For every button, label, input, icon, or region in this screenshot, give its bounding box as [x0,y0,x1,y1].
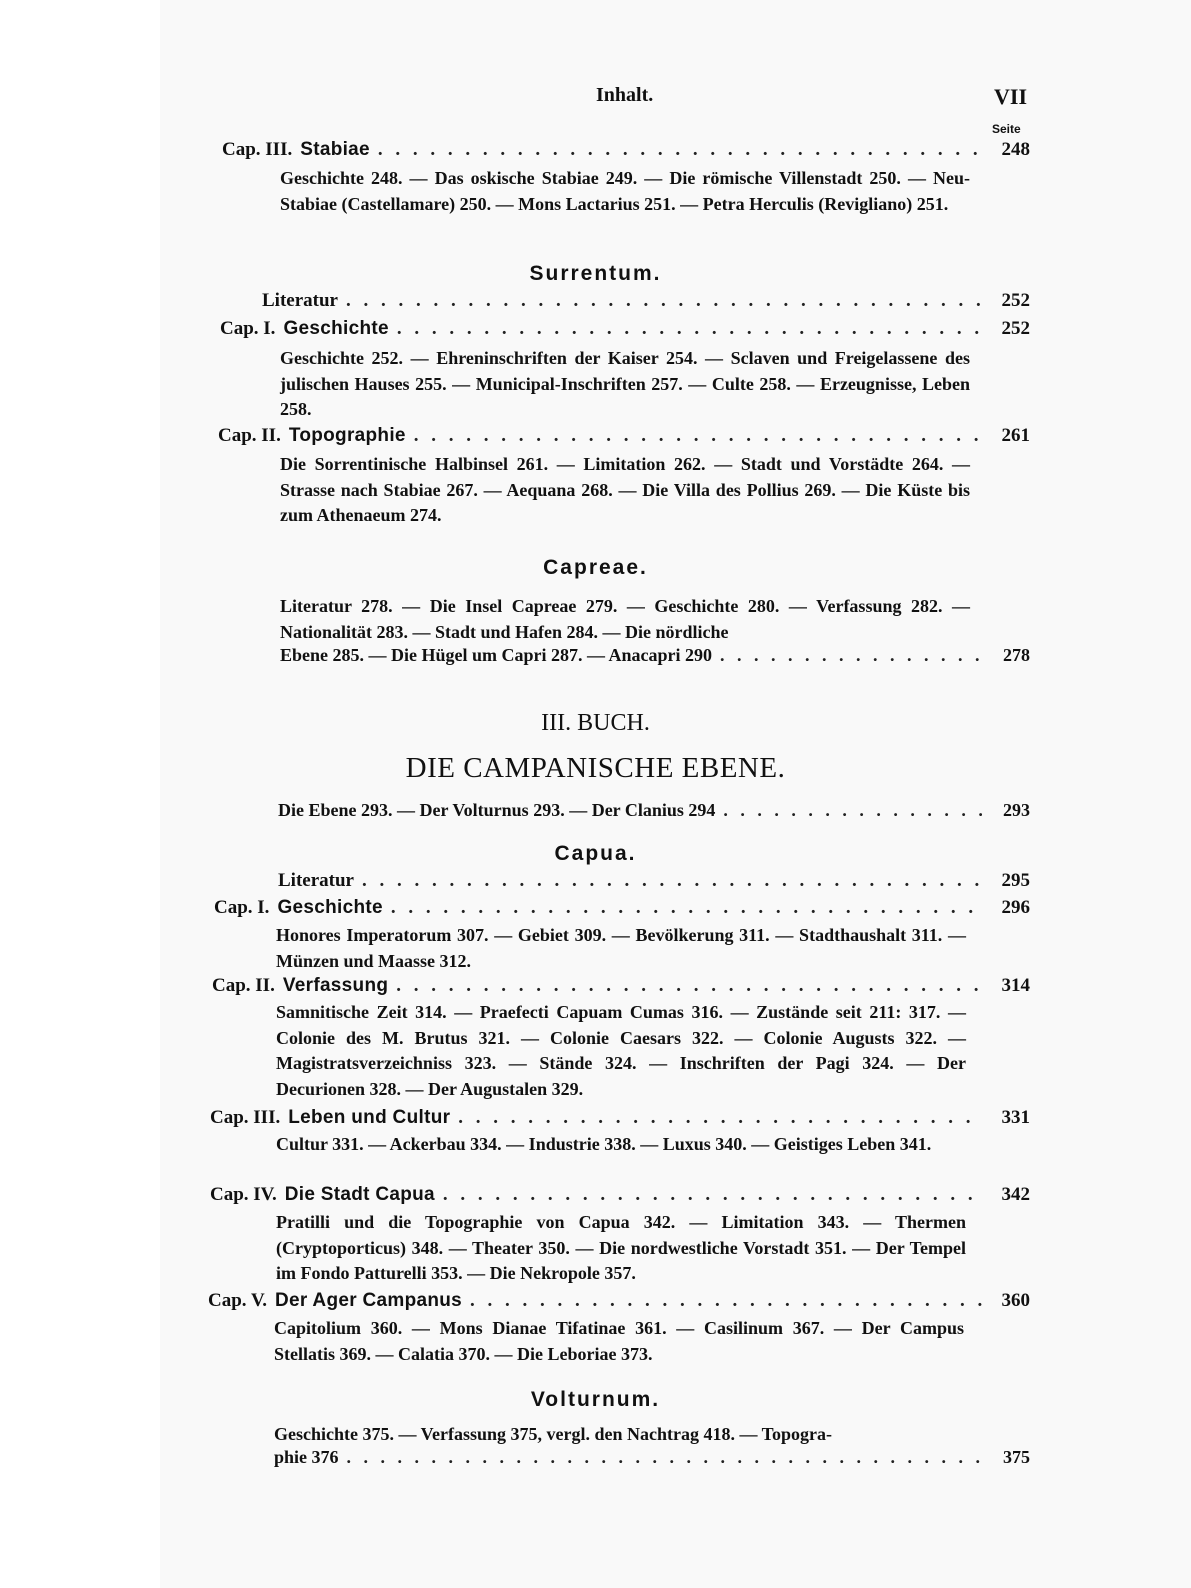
leader-dots [458,1107,982,1129]
part-heading: DIE CAMPANISCHE EBENE. [405,752,786,784]
entry-page: 360 [1001,1290,1030,1311]
leader-dots [414,425,982,447]
leader-dots [720,645,982,666]
cap-number: Cap. I. [220,318,276,339]
entry-description: Die Sorrentinische Halbinsel 261. — Limitation 262. — Stadt und Vorstädte 264. — Strasse nach Stabiae 267. — Aequana 268. — Die Villa des Pollius 269. — Die Küste bis zum Athenaeum 274. [280,454,970,525]
entry-description: Geschichte 252. — Ehreninschriften der Kaiser 254. — Sclaven und Freigelassene des julischen Hauses 255. — Municipal-Inschriften 257. — Culte 258. — Erzeugnisse, Leben 258. [280,348,970,419]
entry-page: 252 [1001,318,1030,339]
entry-description: Capitolium 360. — Mons Dianae Tifatinae 361. — Casilinum 367. — Der Campus Stellatis 369. — Calatia 370. — Die Leboriae 373. [274,1318,964,1364]
section-heading-capua: Capua. [554,842,637,865]
entry-description: Literatur 278. — Die Insel Capreae 279. — Geschichte 280. — Verfassung 282. — Nationalität 283. — Stadt und Hafen 284. — Die nördliche [280,596,970,642]
leader-dots [346,290,982,312]
entry-title: Der Ager Campanus [274,1290,463,1311]
entry-description: Cultur 331. — Ackerbau 334. — Industrie 338. — Luxus 340. — Geistiges Leben 341. [276,1134,932,1154]
entry-title: Geschichte [283,318,389,339]
entry-page: 296 [1001,897,1030,918]
entry-title: Geschichte [277,897,383,918]
entry-title: Stabiae [300,139,370,160]
cap-number: Cap. II. [218,425,281,446]
section-heading-capreae: Capreae. [543,556,648,579]
toc-entry-stabiae[interactable] [222,139,1030,165]
entry-label: Literatur [262,290,338,311]
leader-dots [396,975,982,997]
toc-entry-volturnum[interactable] [274,1447,1030,1473]
page-number: VII [994,84,1028,109]
toc-entry-capreae[interactable] [280,645,1030,671]
entry-page: 293 [1003,800,1030,820]
toc-entry-capua-stadt[interactable] [210,1184,1030,1210]
leader-dots [470,1290,982,1312]
entry-page: 375 [1003,1447,1030,1467]
cap-number: Cap. I. [214,897,270,918]
running-head: Inhalt. [596,84,654,106]
leader-dots [723,800,982,821]
entry-description: Geschichte 248. — Das oskische Stabiae 249. — Die römische Villenstadt 250. — Neu-Stabiae (Castellamare) 250. — Mons Lactarius 251. — Petra Herculis (Revigliano) 251. [280,168,970,214]
entry-page: 278 [1003,645,1030,665]
entry-label: Ebene 285. — Die Hügel um Capri 287. — Anacapri 290 [280,645,713,665]
entry-page: 261 [1001,425,1030,446]
toc-entry-surrentum-geschichte[interactable] [220,318,1030,344]
entry-page: 331 [1001,1107,1030,1128]
entry-page: 252 [1001,290,1030,311]
leader-dots [362,870,982,892]
leader-dots [347,1447,982,1468]
leader-dots [397,318,982,340]
section-heading-surrentum: Surrentum. [529,262,662,285]
entry-title: Leben und Cultur [288,1107,451,1128]
entry-description: Pratilli und die Topographie von Capua 342. — Limitation 343. — Thermen (Cryptoporticus) 348. — Theater 350. — Die nordwestliche Vorstadt 351. — Der Tempel im Fondo Patturelli 353. — Die Nekropole 357. [276,1212,966,1283]
entry-page: 342 [1001,1184,1030,1205]
section-heading-volturnum: Volturnum. [530,1388,661,1411]
toc-entry-surrentum-topographie[interactable] [218,425,1030,451]
toc-entry-capua-geschichte[interactable] [214,897,1030,923]
entry-label: phie 376 [274,1447,339,1467]
entry-description: Honores Imperatorum 307. — Gebiet 309. — Bevölkerung 311. — Stadthaushalt 311. — Münzen und Maasse 312. [276,925,966,971]
entry-label: Die Ebene 293. — Der Volturnus 293. — Der Clanius 294 [278,800,716,820]
entry-title: Die Stadt Capua [284,1184,435,1205]
entry-description: Samnitische Zeit 314. — Praefecti Capuam Cumas 316. — Zustände seit 211: 317. — Colonie des M. Brutus 321. — Colonie Caesars 322. — Colonie Augusts 322. — Magistratsverzeichniss 323. — Stände 324. — Inschriften der Pagi 324. — Der Decurionen 328. — Der Augustalen 329. [276,1002,966,1099]
leader-dots [391,897,982,919]
entry-page: 295 [1001,870,1030,891]
leader-dots [378,139,982,161]
toc-entry-capua-ager-campanus[interactable] [208,1290,1030,1316]
toc-entry-capua-literatur[interactable] [278,870,1030,896]
entry-description: Geschichte 375. — Verfassung 375, vergl. den Nachtrag 418. — Topogra- [274,1424,832,1444]
cap-number: Cap. II. [212,975,275,996]
cap-number: Cap. IV. [210,1184,277,1205]
toc-entry-ebene[interactable] [278,800,1030,826]
toc-entry-capua-verfassung[interactable] [212,975,1030,1001]
entry-page: 248 [1001,139,1030,160]
book-heading: III. BUCH. [541,710,650,736]
leader-dots [443,1184,982,1206]
cap-number: Cap. V. [208,1290,267,1311]
toc-entry-capua-leben-und-cultur[interactable] [210,1107,1030,1133]
entry-title: Topographie [288,425,406,446]
seite-label: Seite [992,122,1021,136]
toc-entry-surrentum-literatur[interactable] [262,290,1030,316]
entry-page: 314 [1001,975,1030,996]
entry-title: Verfassung [282,975,389,996]
cap-number: Cap. III. [222,139,293,160]
cap-number: Cap. III. [210,1107,281,1128]
entry-label: Literatur [278,870,354,891]
